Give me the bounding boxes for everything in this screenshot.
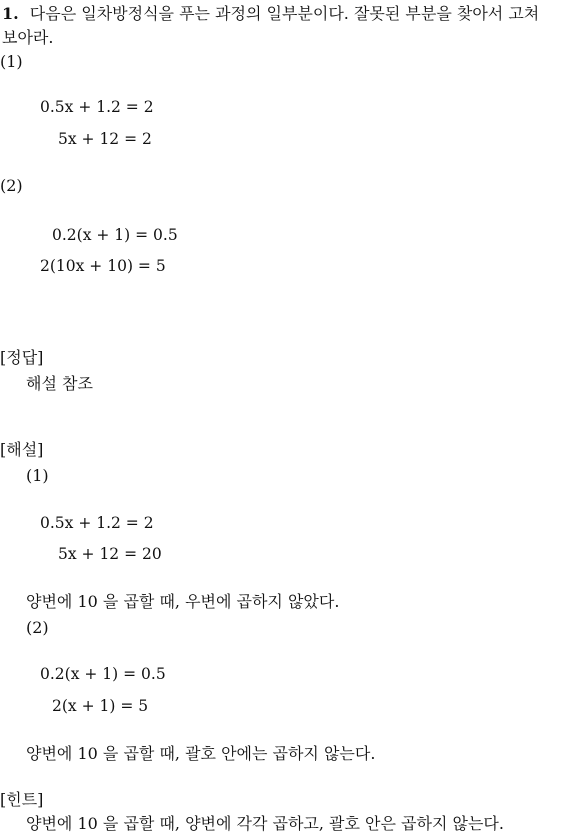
problem-part2-eq2: 2(10x + 10) = 5 <box>40 257 166 275</box>
problem-part2-label: (2) <box>0 176 23 195</box>
explanation-part1-note: 양변에 10 을 곱할 때, 우변에 곱하지 않았다. <box>26 592 340 611</box>
explanation-part2-note: 양변에 10 을 곱할 때, 괄호 안에는 곱하지 않는다. <box>26 744 376 763</box>
problem-part1-label: (1) <box>0 52 23 71</box>
explanation-part1-eq1: 0.5x + 1.2 = 2 <box>40 514 154 532</box>
problem-text-2: 보아라. <box>2 28 54 47</box>
problem-part2-eq1: 0.2(x + 1) = 0.5 <box>52 226 178 244</box>
problem-part1-eq2: 5x + 12 = 2 <box>58 130 152 148</box>
hint-text: 양변에 10 을 곱할 때, 양변에 각각 곱하고, 괄호 안은 곱하지 않는다. <box>26 814 504 833</box>
explanation-part1-label: (1) <box>26 466 49 485</box>
explanation-part2-label: (2) <box>26 618 49 637</box>
problem-text-1: 다음은 일차방정식을 푸는 과정의 일부분이다. 잘못된 부분을 찾아서 고쳐 <box>29 4 540 23</box>
problem-number: 1. <box>2 4 19 23</box>
answer-header: [정답] <box>0 348 44 367</box>
answer-text: 해설 참조 <box>26 374 93 393</box>
explanation-part2-eq2: 2(x + 1) = 5 <box>52 697 149 715</box>
explanation-header: [해설] <box>0 440 44 459</box>
explanation-part2-eq1: 0.2(x + 1) = 0.5 <box>40 665 166 683</box>
explanation-part1-eq2: 5x + 12 = 20 <box>58 545 162 563</box>
hint-header: [힌트] <box>0 790 44 809</box>
problem-part1-eq1: 0.5x + 1.2 = 2 <box>40 98 154 116</box>
problem-line-1 <box>2 4 539 24</box>
